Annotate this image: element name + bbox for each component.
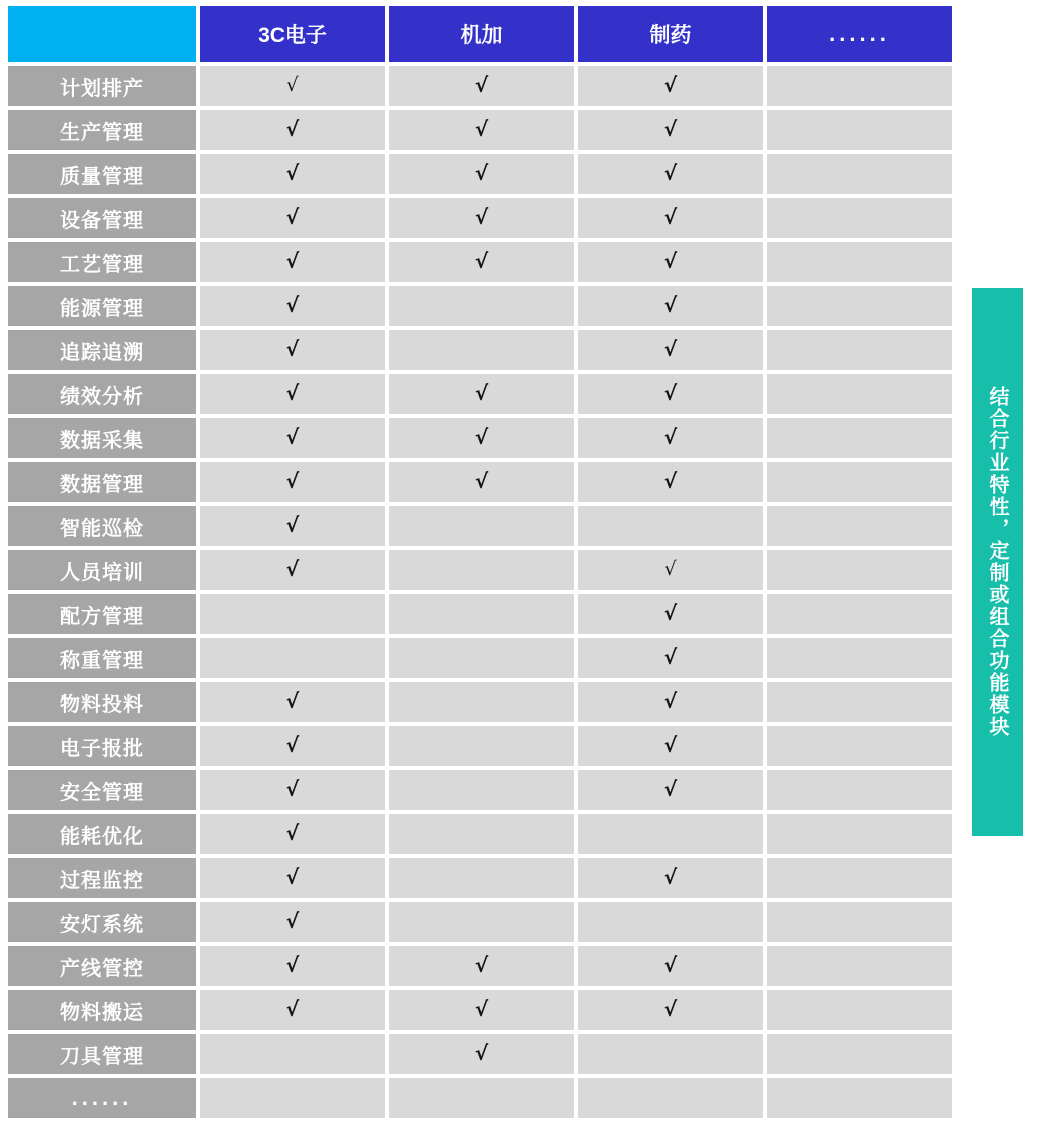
check-mark-icon: √ xyxy=(474,205,489,229)
matrix-cell xyxy=(389,462,574,502)
row-label: 计划排产 xyxy=(8,66,196,106)
check-mark-icon: √ xyxy=(285,909,300,933)
check-mark-icon: √ xyxy=(285,425,300,449)
column-header-4: ...... xyxy=(767,6,952,62)
row-label: 安全管理 xyxy=(8,770,196,810)
matrix-cell xyxy=(389,66,574,106)
matrix-cell xyxy=(200,990,385,1030)
matrix-cell xyxy=(200,814,385,854)
check-mark-icon: √ xyxy=(663,161,678,185)
column-header-3: 制药 xyxy=(578,6,763,62)
check-mark-icon: √ xyxy=(474,381,489,405)
matrix-cell xyxy=(578,990,763,1030)
matrix-cell xyxy=(389,682,574,722)
matrix-cell xyxy=(767,1078,952,1118)
matrix-cell xyxy=(767,462,952,502)
matrix-cell xyxy=(389,858,574,898)
matrix-cell xyxy=(389,638,574,678)
matrix-cell xyxy=(389,726,574,766)
matrix-cell xyxy=(200,902,385,942)
matrix-cell xyxy=(767,198,952,238)
table-row xyxy=(8,990,952,1030)
matrix-cell xyxy=(200,110,385,150)
table-row xyxy=(8,946,952,986)
table-row xyxy=(8,902,952,942)
check-mark-icon: √ xyxy=(663,953,678,977)
check-mark-icon: √ xyxy=(285,469,300,493)
table-row xyxy=(8,66,952,106)
matrix-cell xyxy=(389,946,574,986)
matrix-cell xyxy=(578,814,763,854)
matrix-cell xyxy=(767,858,952,898)
check-mark-icon: √ xyxy=(474,249,489,273)
side-banner-text: 结合行业特性，定制或组合功能模块 xyxy=(986,386,1008,738)
matrix-cell xyxy=(578,154,763,194)
check-mark-icon: √ xyxy=(663,337,678,361)
matrix-cell xyxy=(200,770,385,810)
check-mark-icon: √ xyxy=(663,205,678,229)
check-mark-icon: √ xyxy=(663,249,678,273)
header-row xyxy=(8,6,952,62)
matrix-cell xyxy=(767,770,952,810)
check-mark-icon: √ xyxy=(474,1041,489,1065)
table-row xyxy=(8,198,952,238)
matrix-cell xyxy=(200,946,385,986)
matrix-cell xyxy=(389,506,574,546)
matrix-cell xyxy=(578,286,763,326)
matrix-cell xyxy=(767,594,952,634)
table-row xyxy=(8,594,952,634)
check-mark-icon: √ xyxy=(474,997,489,1021)
matrix-cell xyxy=(389,110,574,150)
check-mark-icon: √ xyxy=(474,953,489,977)
row-label: 安灯系统 xyxy=(8,902,196,942)
matrix-cell xyxy=(578,330,763,370)
row-label: 质量管理 xyxy=(8,154,196,194)
row-label: 物料搬运 xyxy=(8,990,196,1030)
matrix-cell xyxy=(200,594,385,634)
matrix-cell xyxy=(200,462,385,502)
matrix-cell xyxy=(200,1034,385,1074)
matrix-cell xyxy=(389,990,574,1030)
table-row xyxy=(8,418,952,458)
row-label: 智能巡检 xyxy=(8,506,196,546)
matrix-cell xyxy=(578,66,763,106)
check-mark-icon: √ xyxy=(663,117,678,141)
table-row xyxy=(8,770,952,810)
check-mark-icon: √ xyxy=(474,73,489,97)
matrix-cell xyxy=(200,726,385,766)
matrix-cell xyxy=(578,682,763,722)
row-label: 能耗优化 xyxy=(8,814,196,854)
check-mark-icon: √ xyxy=(663,733,678,757)
matrix-cell xyxy=(389,242,574,282)
matrix-cell xyxy=(200,330,385,370)
matrix-cell xyxy=(578,1034,763,1074)
check-mark-icon: √ xyxy=(663,997,678,1021)
check-mark-icon: √ xyxy=(285,777,300,801)
matrix-cell xyxy=(767,330,952,370)
check-mark-icon: √ xyxy=(663,689,678,713)
table-row xyxy=(8,1078,952,1118)
row-label: 刀具管理 xyxy=(8,1034,196,1074)
check-mark-icon: √ xyxy=(285,293,300,317)
check-mark-icon: √ xyxy=(663,601,678,625)
row-label: 数据采集 xyxy=(8,418,196,458)
check-mark-icon: √ xyxy=(285,513,300,537)
matrix-cell xyxy=(767,550,952,590)
row-label: 绩效分析 xyxy=(8,374,196,414)
check-mark-icon: √ xyxy=(286,74,299,96)
check-mark-icon: √ xyxy=(285,557,300,581)
table-row xyxy=(8,110,952,150)
matrix-cell xyxy=(200,506,385,546)
matrix-cell xyxy=(578,506,763,546)
matrix-cell xyxy=(200,154,385,194)
table-row xyxy=(8,374,952,414)
matrix-cell xyxy=(767,682,952,722)
matrix-cell xyxy=(578,550,763,590)
row-label: 追踪追溯 xyxy=(8,330,196,370)
row-label: 人员培训 xyxy=(8,550,196,590)
check-mark-icon: √ xyxy=(474,117,489,141)
check-mark-icon: √ xyxy=(285,997,300,1021)
matrix-cell xyxy=(578,946,763,986)
check-mark-icon: √ xyxy=(663,645,678,669)
row-label: 物料投料 xyxy=(8,682,196,722)
matrix-cell xyxy=(389,374,574,414)
matrix-cell xyxy=(200,286,385,326)
matrix-cell xyxy=(389,594,574,634)
check-mark-icon: √ xyxy=(663,293,678,317)
check-mark-icon: √ xyxy=(285,161,300,185)
check-mark-icon: √ xyxy=(285,205,300,229)
matrix-cell xyxy=(389,1078,574,1118)
matrix-cell xyxy=(578,770,763,810)
matrix-cell xyxy=(389,418,574,458)
matrix-cell xyxy=(767,1034,952,1074)
matrix-cell xyxy=(578,242,763,282)
matrix-cell xyxy=(200,66,385,106)
check-mark-icon: √ xyxy=(285,865,300,889)
matrix-cell xyxy=(767,374,952,414)
matrix-cell xyxy=(578,902,763,942)
side-banner xyxy=(972,288,1023,836)
check-mark-icon: √ xyxy=(663,73,678,97)
check-mark-icon: √ xyxy=(285,953,300,977)
row-label: 设备管理 xyxy=(8,198,196,238)
row-label: 称重管理 xyxy=(8,638,196,678)
matrix-cell xyxy=(578,198,763,238)
matrix-cell xyxy=(767,902,952,942)
matrix-cell xyxy=(767,286,952,326)
row-label: 产线管控 xyxy=(8,946,196,986)
matrix-cell xyxy=(389,1034,574,1074)
table-row xyxy=(8,726,952,766)
matrix-cell xyxy=(578,374,763,414)
check-mark-icon: √ xyxy=(474,425,489,449)
matrix-cell xyxy=(389,330,574,370)
table-row xyxy=(8,154,952,194)
matrix-cell xyxy=(200,242,385,282)
table-row xyxy=(8,330,952,370)
matrix-cell xyxy=(767,638,952,678)
matrix-cell xyxy=(767,506,952,546)
matrix-cell xyxy=(767,946,952,986)
matrix-cell xyxy=(767,110,952,150)
matrix-cell xyxy=(767,418,952,458)
row-label: 能源管理 xyxy=(8,286,196,326)
matrix-cell xyxy=(767,726,952,766)
matrix-cell xyxy=(200,858,385,898)
matrix-cell xyxy=(200,374,385,414)
table-row xyxy=(8,242,952,282)
matrix-cell xyxy=(389,198,574,238)
check-mark-icon: √ xyxy=(285,249,300,273)
corner-cell xyxy=(8,6,196,62)
row-label: 工艺管理 xyxy=(8,242,196,282)
table-row xyxy=(8,550,952,590)
table-row xyxy=(8,506,952,546)
table-row xyxy=(8,682,952,722)
matrix-cell xyxy=(767,814,952,854)
matrix-cell xyxy=(389,154,574,194)
table-row xyxy=(8,814,952,854)
row-label: 配方管理 xyxy=(8,594,196,634)
check-mark-icon: √ xyxy=(285,689,300,713)
matrix-cell xyxy=(200,682,385,722)
row-label: ...... xyxy=(8,1078,196,1118)
column-header-1: 3C电子 xyxy=(200,6,385,62)
check-mark-icon: √ xyxy=(285,117,300,141)
check-mark-icon: √ xyxy=(663,469,678,493)
matrix-cell xyxy=(578,594,763,634)
matrix-cell xyxy=(389,770,574,810)
check-mark-icon: √ xyxy=(285,733,300,757)
check-mark-icon: √ xyxy=(664,558,677,580)
matrix-cell xyxy=(200,1078,385,1118)
matrix-cell xyxy=(767,242,952,282)
row-label: 过程监控 xyxy=(8,858,196,898)
matrix-cell xyxy=(767,990,952,1030)
matrix-cell xyxy=(578,418,763,458)
check-mark-icon: √ xyxy=(663,381,678,405)
check-mark-icon: √ xyxy=(663,865,678,889)
matrix-cell xyxy=(200,418,385,458)
matrix-cell xyxy=(389,286,574,326)
matrix-cell xyxy=(389,550,574,590)
check-mark-icon: √ xyxy=(285,821,300,845)
matrix-cell xyxy=(200,550,385,590)
matrix-cell xyxy=(578,462,763,502)
row-label: 数据管理 xyxy=(8,462,196,502)
industry-module-matrix xyxy=(4,2,956,1122)
matrix-cell xyxy=(767,66,952,106)
matrix-cell xyxy=(578,110,763,150)
matrix-cell xyxy=(200,638,385,678)
matrix-cell xyxy=(389,902,574,942)
table-row xyxy=(8,858,952,898)
row-label: 电子报批 xyxy=(8,726,196,766)
matrix-cell xyxy=(578,858,763,898)
table-row xyxy=(8,638,952,678)
matrix-cell xyxy=(578,726,763,766)
check-mark-icon: √ xyxy=(663,777,678,801)
column-header-2: 机加 xyxy=(389,6,574,62)
row-label: 生产管理 xyxy=(8,110,196,150)
check-mark-icon: √ xyxy=(474,469,489,493)
table-row xyxy=(8,286,952,326)
table-row xyxy=(8,462,952,502)
check-mark-icon: √ xyxy=(663,425,678,449)
matrix-cell xyxy=(578,1078,763,1118)
matrix-cell xyxy=(200,198,385,238)
matrix-cell xyxy=(578,638,763,678)
matrix-cell xyxy=(389,814,574,854)
matrix-cell xyxy=(767,154,952,194)
table-row xyxy=(8,1034,952,1074)
check-mark-icon: √ xyxy=(285,337,300,361)
check-mark-icon: √ xyxy=(474,161,489,185)
matrix-body xyxy=(8,66,952,1118)
check-mark-icon: √ xyxy=(285,381,300,405)
